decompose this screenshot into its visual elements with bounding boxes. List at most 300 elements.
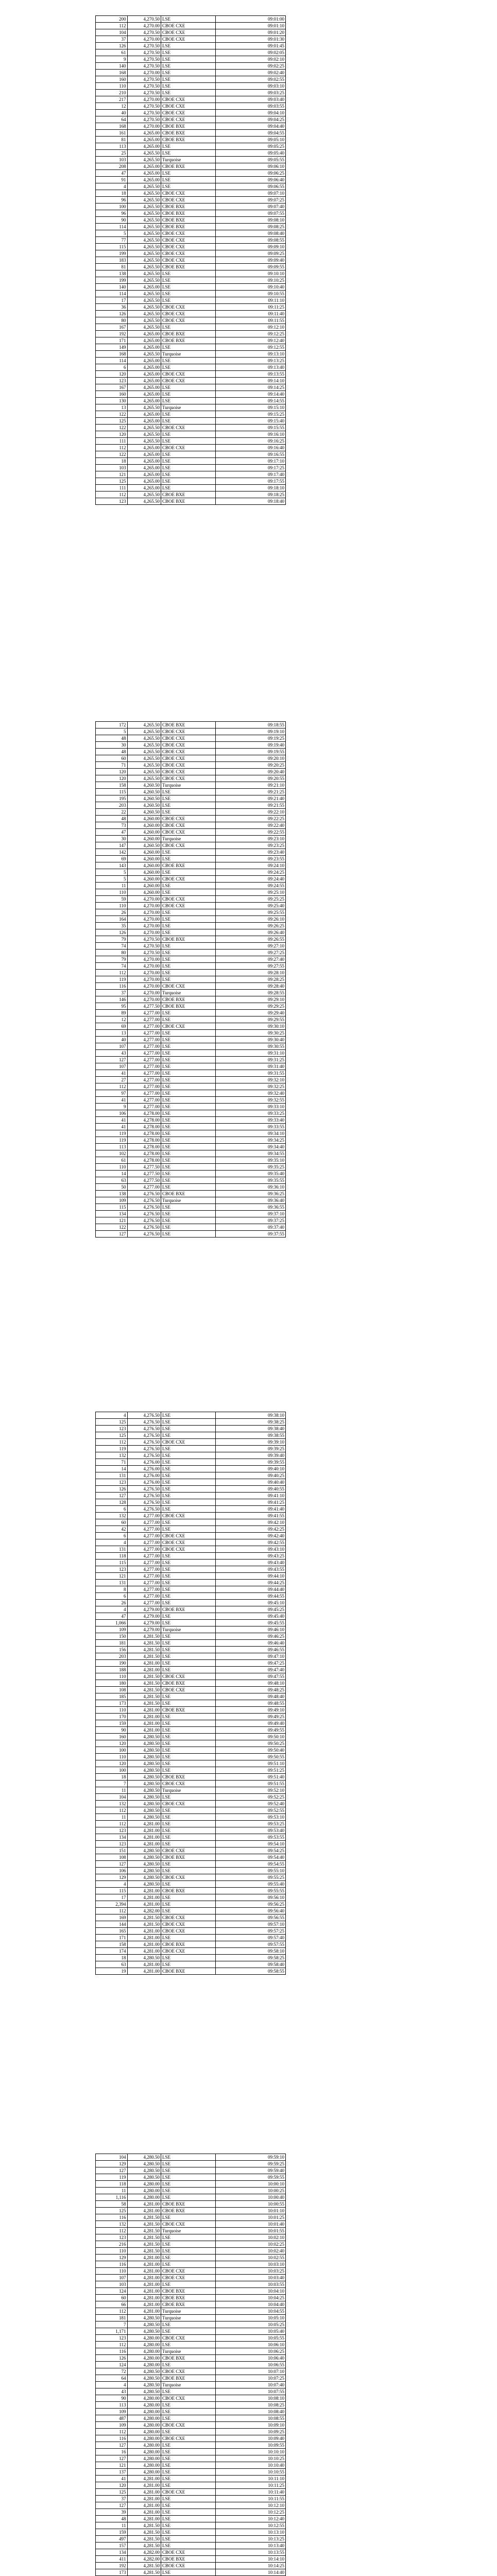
time-cell: 09:15:10 xyxy=(215,404,285,411)
quantity-cell: 110 xyxy=(96,889,128,896)
price-cell: 4,260.50 xyxy=(127,842,161,849)
price-cell: 4,277.00 xyxy=(127,1593,161,1600)
venue-cell: CBOE BXE xyxy=(161,1888,216,1894)
price-cell: 4,281.00 xyxy=(127,1968,161,1975)
venue-cell: LSE xyxy=(161,1050,216,1057)
price-cell: 4,281.50 xyxy=(127,1693,161,1700)
time-cell: 09:56:10 xyxy=(215,1894,285,1901)
price-cell: 4,281.50 xyxy=(127,2221,161,2228)
table-row xyxy=(96,492,286,498)
quantity-cell: 123 xyxy=(96,1827,128,1834)
price-cell: 4,277.00 xyxy=(127,1184,161,1191)
price-cell: 4,280.00 xyxy=(127,2348,161,2355)
table-row xyxy=(96,358,286,364)
venue-cell: LSE xyxy=(161,1814,216,1821)
table-row xyxy=(96,384,286,391)
table-row xyxy=(96,983,286,990)
table-row xyxy=(96,1546,286,1553)
price-cell: 4,280.50 xyxy=(127,1861,161,1868)
table-row xyxy=(96,2234,286,2241)
quantity-cell: 39 xyxy=(96,2509,128,2516)
quantity-cell: 169 xyxy=(96,1914,128,1921)
time-cell: 09:31:55 xyxy=(215,1070,285,1077)
venue-cell: LSE xyxy=(161,2154,216,2161)
quantity-cell: 160 xyxy=(96,1734,128,1740)
quantity-cell: 120 xyxy=(96,769,128,775)
quantity-cell: 120 xyxy=(96,775,128,782)
table-row xyxy=(96,1720,286,1727)
venue-cell: LSE xyxy=(161,1827,216,1834)
price-cell: 4,281.50 xyxy=(127,2214,161,2221)
price-cell: 4,265.50 xyxy=(127,311,161,317)
quantity-cell: 131 xyxy=(96,1546,128,1553)
price-cell: 4,281.50 xyxy=(127,1680,161,1687)
table-row xyxy=(96,2509,286,2516)
quantity-cell: 48 xyxy=(96,816,128,822)
time-cell: 09:05:55 xyxy=(215,157,285,163)
price-cell: 4,277.50 xyxy=(127,1177,161,1184)
table-row xyxy=(96,742,286,749)
quantity-cell: 66 xyxy=(96,2301,128,2308)
price-cell: 4,277.00 xyxy=(127,1519,161,1526)
table-row xyxy=(96,2455,286,2462)
table-row xyxy=(96,1747,286,1754)
table-row xyxy=(96,896,286,903)
table-row xyxy=(96,411,286,418)
table-row xyxy=(96,1961,286,1968)
price-cell: 4,281.00 xyxy=(127,2502,161,2509)
quantity-cell: 41 xyxy=(96,2476,128,2482)
venue-cell: Turquoise xyxy=(161,2315,216,2321)
venue-cell: LSE xyxy=(161,1566,216,1573)
venue-cell: Turquoise xyxy=(161,2228,216,2234)
time-cell: 10:14:40 xyxy=(215,2569,285,2576)
venue-cell: LSE xyxy=(161,83,216,90)
price-cell: 4,278.00 xyxy=(127,1150,161,1157)
quantity-cell: 158 xyxy=(96,782,128,789)
price-cell: 4,265.00 xyxy=(127,478,161,485)
time-cell: 10:01:10 xyxy=(215,2208,285,2214)
time-cell: 10:01:25 xyxy=(215,2214,285,2221)
time-cell: 09:39:40 xyxy=(215,1452,285,1459)
price-cell: 4,260.00 xyxy=(127,816,161,822)
table-row xyxy=(96,1908,286,1914)
price-cell: 4,270.50 xyxy=(127,83,161,90)
quantity-cell: 126 xyxy=(96,1486,128,1493)
time-cell: 10:10:40 xyxy=(215,2462,285,2469)
table-row xyxy=(96,1881,286,1888)
table-row xyxy=(96,1848,286,1854)
venue-cell: CBOE CXE xyxy=(161,1539,216,1546)
time-cell: 10:14:25 xyxy=(215,2563,285,2569)
price-cell: 4,281.00 xyxy=(127,2308,161,2315)
price-cell: 4,281.00 xyxy=(127,2275,161,2281)
price-cell: 4,277.50 xyxy=(127,1003,161,1010)
price-cell: 4,278.00 xyxy=(127,1137,161,1144)
quantity-cell: 112 xyxy=(96,970,128,976)
time-cell: 09:22:10 xyxy=(215,809,285,816)
quantity-cell: 115 xyxy=(96,1888,128,1894)
quantity-cell: 60 xyxy=(96,755,128,762)
quantity-cell: 121 xyxy=(96,471,128,478)
price-cell: 4,260.00 xyxy=(127,829,161,836)
quantity-cell: 114 xyxy=(96,291,128,297)
venue-cell: LSE xyxy=(161,1935,216,1941)
venue-cell: LSE xyxy=(161,2502,216,2509)
table-row xyxy=(96,163,286,170)
table-row xyxy=(96,150,286,157)
table-row xyxy=(96,1767,286,1774)
time-cell: 09:20:25 xyxy=(215,762,285,769)
price-cell: 4,276.50 xyxy=(127,1446,161,1452)
price-cell: 4,265.50 xyxy=(127,297,161,304)
venue-cell: LSE xyxy=(161,916,216,923)
time-cell: 10:05:10 xyxy=(215,2315,285,2321)
venue-cell: LSE xyxy=(161,324,216,331)
venue-cell: CBOE CXE xyxy=(161,197,216,204)
price-cell: 4,265.50 xyxy=(127,775,161,782)
price-cell: 4,281.50 xyxy=(127,1647,161,1653)
quantity-cell: 11 xyxy=(96,1814,128,1821)
price-cell: 4,270.00 xyxy=(127,36,161,43)
price-cell: 4,281.50 xyxy=(127,1700,161,1707)
price-cell: 4,281.00 xyxy=(127,1727,161,1734)
quantity-cell: 127 xyxy=(96,2455,128,2462)
time-cell: 09:21:25 xyxy=(215,789,285,795)
table-row xyxy=(96,2328,286,2335)
time-cell: 09:10:25 xyxy=(215,277,285,284)
time-cell: 09:36:10 xyxy=(215,1184,285,1191)
time-cell: 09:33:25 xyxy=(215,1110,285,1117)
venue-cell: LSE xyxy=(161,1010,216,1016)
time-cell: 09:38:40 xyxy=(215,1426,285,1432)
quantity-cell: 497 xyxy=(96,2536,128,2543)
venue-cell: LSE xyxy=(161,2415,216,2422)
venue-cell: LSE xyxy=(161,1452,216,1459)
venue-cell: LSE xyxy=(161,291,216,297)
table-row xyxy=(96,317,286,324)
quantity-cell: 199 xyxy=(96,250,128,257)
price-cell: 4,265.00 xyxy=(127,284,161,291)
venue-cell: LSE xyxy=(161,856,216,862)
time-cell: 10:12:10 xyxy=(215,2502,285,2509)
table-row xyxy=(96,1566,286,1573)
table-row xyxy=(96,2301,286,2308)
table-row xyxy=(96,1144,286,1150)
price-cell: 4,280.00 xyxy=(127,2402,161,2409)
quantity-cell: 112 xyxy=(96,2342,128,2348)
venue-cell: CBOE BXE xyxy=(161,1606,216,1613)
time-cell: 09:21:10 xyxy=(215,782,285,789)
time-cell: 09:43:55 xyxy=(215,1566,285,1573)
venue-cell: LSE xyxy=(161,1526,216,1533)
table-row xyxy=(96,789,286,795)
price-cell: 4,280.00 xyxy=(127,2449,161,2455)
table-row xyxy=(96,364,286,371)
time-cell: 09:45:40 xyxy=(215,1613,285,1620)
quantity-cell: 183 xyxy=(96,257,128,264)
quantity-cell: 115 xyxy=(96,244,128,250)
quantity-cell: 171 xyxy=(96,337,128,344)
table-row xyxy=(96,1807,286,1814)
quantity-cell: 121 xyxy=(96,2462,128,2469)
transactions-table xyxy=(95,721,286,1238)
venue-cell: CBOE BXE xyxy=(161,2208,216,2214)
venue-cell: CBOE CXE xyxy=(161,2435,216,2442)
price-cell: 4,270.00 xyxy=(127,896,161,903)
time-cell: 09:59:40 xyxy=(215,2167,285,2174)
table-row xyxy=(96,990,286,996)
price-cell: 4,280.00 xyxy=(127,2362,161,2368)
venue-cell: LSE xyxy=(161,1720,216,1727)
quantity-cell: 120 xyxy=(96,1760,128,1767)
venue-cell: CBOE CXE xyxy=(161,1023,216,1030)
table-row xyxy=(96,36,286,43)
time-cell: 09:52:40 xyxy=(215,1801,285,1807)
venue-cell: CBOE CXE xyxy=(161,1439,216,1446)
quantity-cell: 5 xyxy=(96,728,128,735)
price-cell: 4,281.50 xyxy=(127,1673,161,1680)
price-cell: 4,280.50 xyxy=(127,1754,161,1760)
price-cell: 4,265.50 xyxy=(127,257,161,264)
price-cell: 4,279.00 xyxy=(127,1606,161,1613)
table-row xyxy=(96,2335,286,2342)
venue-cell: LSE xyxy=(161,1231,216,1238)
transactions-table xyxy=(95,1412,286,1975)
price-cell: 4,277.00 xyxy=(127,1016,161,1023)
price-cell: 4,281.00 xyxy=(127,2261,161,2268)
table-row xyxy=(96,2395,286,2402)
venue-cell: Turquoise xyxy=(161,404,216,411)
venue-cell: CBOE BXE xyxy=(161,331,216,337)
price-cell: 4,265.00 xyxy=(127,337,161,344)
table-row xyxy=(96,2442,286,2449)
time-cell: 09:19:10 xyxy=(215,728,285,735)
quantity-cell: 195 xyxy=(96,795,128,802)
quantity-cell: 123 xyxy=(96,498,128,505)
table-row xyxy=(96,755,286,762)
time-cell: 09:07:25 xyxy=(215,197,285,204)
quantity-cell: 41 xyxy=(96,1124,128,1130)
table-row xyxy=(96,842,286,849)
price-cell: 4,280.00 xyxy=(127,2194,161,2201)
time-cell: 09:44:10 xyxy=(215,1573,285,1580)
price-cell: 4,277.50 xyxy=(127,1171,161,1177)
table-row xyxy=(96,2368,286,2375)
price-cell: 4,277.00 xyxy=(127,1070,161,1077)
time-cell: 09:14:55 xyxy=(215,398,285,404)
quantity-cell: 112 xyxy=(96,2308,128,2315)
table-row xyxy=(96,1673,286,1680)
price-cell: 4,276.00 xyxy=(127,1459,161,1466)
venue-cell: LSE xyxy=(161,2281,216,2288)
venue-cell: LSE xyxy=(161,889,216,896)
venue-cell: CBOE CXE xyxy=(161,1948,216,1955)
price-cell: 4,270.00 xyxy=(127,923,161,929)
time-cell: 09:06:25 xyxy=(215,170,285,177)
quantity-cell: 13 xyxy=(96,404,128,411)
quantity-cell: 8 xyxy=(96,1586,128,1593)
table-row xyxy=(96,1760,286,1767)
table-row xyxy=(96,2435,286,2442)
quantity-cell: 60 xyxy=(96,1519,128,1526)
venue-cell: LSE xyxy=(161,2516,216,2522)
table-row xyxy=(96,1204,286,1211)
price-cell: 4,260.00 xyxy=(127,883,161,889)
price-cell: 4,277.50 xyxy=(127,1164,161,1171)
price-cell: 4,265.00 xyxy=(127,391,161,398)
price-cell: 4,270.50 xyxy=(127,76,161,83)
table-row xyxy=(96,2275,286,2281)
time-cell: 09:45:55 xyxy=(215,1620,285,1626)
time-cell: 10:06:10 xyxy=(215,2342,285,2348)
quantity-cell: 79 xyxy=(96,956,128,963)
time-cell: 10:06:55 xyxy=(215,2362,285,2368)
quantity-cell: 127 xyxy=(96,2502,128,2509)
price-cell: 4,281.00 xyxy=(127,1961,161,1968)
venue-cell: CBOE CXE xyxy=(161,2395,216,2402)
time-cell: 09:43:25 xyxy=(215,1553,285,1560)
price-cell: 4,265.50 xyxy=(127,438,161,445)
quantity-cell: 146 xyxy=(96,996,128,1003)
price-cell: 4,280.50 xyxy=(127,1734,161,1740)
venue-cell: LSE xyxy=(161,1807,216,1814)
price-cell: 4,280.50 xyxy=(127,1848,161,1854)
venue-cell: LSE xyxy=(161,950,216,956)
table-row xyxy=(96,1493,286,1499)
time-cell: 09:28:10 xyxy=(215,970,285,976)
table-row xyxy=(96,371,286,378)
quantity-cell: 174 xyxy=(96,1948,128,1955)
table-row xyxy=(96,903,286,909)
time-cell: 10:08:25 xyxy=(215,2402,285,2409)
time-cell: 09:04:40 xyxy=(215,123,285,130)
time-cell: 09:24:40 xyxy=(215,876,285,883)
price-cell: 4,280.50 xyxy=(127,1774,161,1781)
quantity-cell: 100 xyxy=(96,204,128,210)
table-row xyxy=(96,2496,286,2502)
venue-cell: LSE xyxy=(161,1097,216,1104)
venue-cell: CBOE CXE xyxy=(161,983,216,990)
price-cell: 4,281.50 xyxy=(127,2234,161,2241)
time-cell: 09:57:40 xyxy=(215,1935,285,1941)
price-cell: 4,265.50 xyxy=(127,270,161,277)
table-row xyxy=(96,1633,286,1640)
quantity-cell: 18 xyxy=(96,1955,128,1961)
quantity-cell: 110 xyxy=(96,2248,128,2255)
quantity-cell: 118 xyxy=(96,2181,128,2188)
quantity-cell: 14 xyxy=(96,1171,128,1177)
time-cell: 09:12:55 xyxy=(215,344,285,351)
quantity-cell: 121 xyxy=(96,1217,128,1224)
time-cell: 10:04:25 xyxy=(215,2295,285,2301)
table-row xyxy=(96,976,286,983)
quantity-cell: 61 xyxy=(96,49,128,56)
quantity-cell: 217 xyxy=(96,96,128,103)
quantity-cell: 180 xyxy=(96,1680,128,1687)
venue-cell: LSE xyxy=(161,1901,216,1908)
quantity-cell: 160 xyxy=(96,76,128,83)
time-cell: 09:20:55 xyxy=(215,775,285,782)
price-cell: 4,270.50 xyxy=(127,110,161,116)
quantity-cell: 109 xyxy=(96,1626,128,1633)
table-row xyxy=(96,1231,286,1238)
venue-cell: LSE xyxy=(161,1506,216,1513)
time-cell: 09:17:55 xyxy=(215,478,285,485)
venue-cell: LSE xyxy=(161,849,216,856)
price-cell: 4,280.50 xyxy=(127,2167,161,2174)
time-cell: 09:55:25 xyxy=(215,1874,285,1881)
venue-cell: LSE xyxy=(161,56,216,63)
table-row xyxy=(96,2214,286,2221)
price-cell: 4,270.00 xyxy=(127,976,161,983)
time-cell: 09:36:55 xyxy=(215,1204,285,1211)
time-cell: 09:39:25 xyxy=(215,1446,285,1452)
table-row xyxy=(96,1439,286,1446)
quantity-cell: 9 xyxy=(96,1104,128,1110)
time-cell: 09:06:10 xyxy=(215,163,285,170)
quantity-cell: 6 xyxy=(96,1533,128,1539)
venue-cell: LSE xyxy=(161,49,216,56)
table-row xyxy=(96,816,286,822)
quantity-cell: 164 xyxy=(96,916,128,923)
quantity-cell: 120 xyxy=(96,1740,128,1747)
table-row xyxy=(96,2543,286,2549)
quantity-cell: 16 xyxy=(96,2449,128,2455)
venue-cell: CBOE BXE xyxy=(161,1680,216,1687)
quantity-cell: 11 xyxy=(96,2188,128,2194)
price-cell: 4,270.50 xyxy=(127,936,161,943)
venue-cell: CBOE CXE xyxy=(161,116,216,123)
time-cell: 09:54:10 xyxy=(215,1841,285,1848)
time-cell: 09:14:25 xyxy=(215,384,285,391)
quantity-cell: 112 xyxy=(96,445,128,451)
price-cell: 4,277.00 xyxy=(127,1043,161,1050)
table-row xyxy=(96,237,286,244)
venue-cell: CBOE CXE xyxy=(161,425,216,431)
table-row xyxy=(96,956,286,963)
price-cell: 4,260.00 xyxy=(127,876,161,883)
table-row xyxy=(96,1003,286,1010)
table-row xyxy=(96,2362,286,2368)
table-row xyxy=(96,1560,286,1566)
venue-cell: LSE xyxy=(161,2455,216,2462)
quantity-cell: 112 xyxy=(96,1439,128,1446)
table-row xyxy=(96,1452,286,1459)
quantity-cell: 156 xyxy=(96,1647,128,1653)
table-row xyxy=(96,2194,286,2201)
quantity-cell: 60 xyxy=(96,2295,128,2301)
table-row xyxy=(96,217,286,224)
venue-cell: CBOE CXE xyxy=(161,103,216,110)
time-cell: 09:09:10 xyxy=(215,244,285,250)
table-row xyxy=(96,116,286,123)
quantity-cell: 12 xyxy=(96,103,128,110)
table-row xyxy=(96,1083,286,1090)
price-cell: 4,281.00 xyxy=(127,2482,161,2489)
quantity-cell: 107 xyxy=(96,2275,128,2281)
table-row xyxy=(96,304,286,311)
table-row xyxy=(96,1104,286,1110)
table-row xyxy=(96,1499,286,1506)
time-cell: 09:50:10 xyxy=(215,1734,285,1740)
time-cell: 09:02:40 xyxy=(215,70,285,76)
time-cell: 10:00:40 xyxy=(215,2194,285,2201)
price-cell: 4,282.00 xyxy=(127,2556,161,2563)
table-row xyxy=(96,1130,286,1137)
quantity-cell: 192 xyxy=(96,2563,128,2569)
table-row xyxy=(96,856,286,862)
